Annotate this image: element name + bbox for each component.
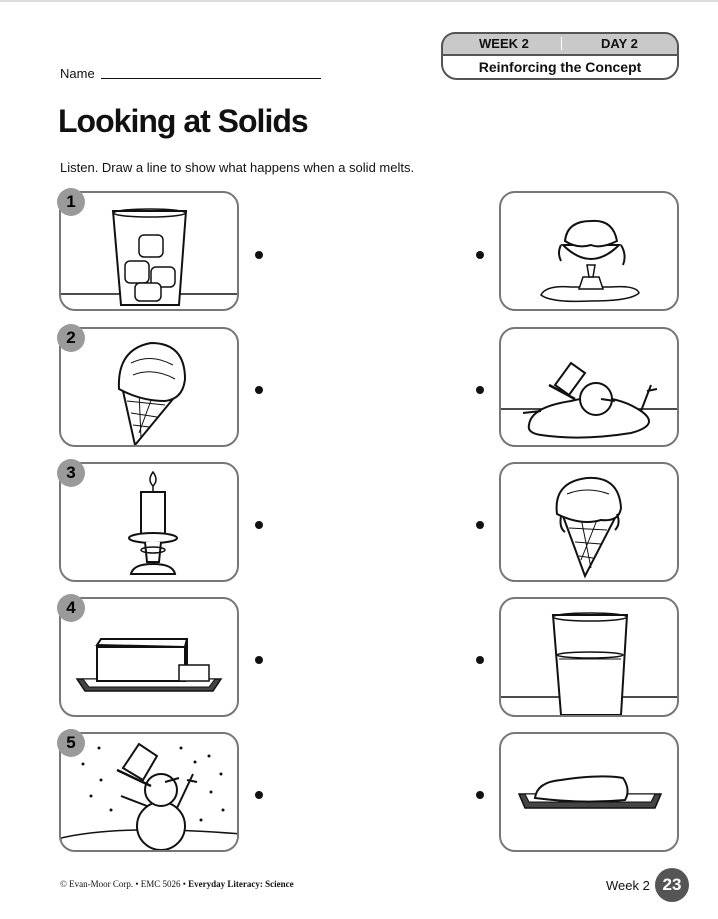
ice-cubes-glass-illustration bbox=[61, 193, 239, 311]
melted-card-4 bbox=[499, 597, 679, 717]
candle-illustration bbox=[61, 464, 239, 582]
solid-card-5 bbox=[59, 732, 239, 852]
left-dot-1[interactable] bbox=[255, 251, 263, 259]
item-number-3: 3 bbox=[57, 459, 85, 487]
melted-card-2 bbox=[499, 327, 679, 447]
melted-card-1 bbox=[499, 191, 679, 311]
solid-card-1 bbox=[59, 191, 239, 311]
top-border bbox=[0, 0, 718, 2]
name-label: Name bbox=[60, 66, 95, 81]
tab-top bbox=[441, 32, 679, 56]
melted-card-5 bbox=[499, 732, 679, 852]
solid-card-4 bbox=[59, 597, 239, 717]
name-field-line[interactable] bbox=[101, 78, 321, 79]
week-label: WEEK 2 bbox=[479, 36, 529, 51]
tab-divider bbox=[561, 37, 562, 50]
ice-cream-cone-illustration bbox=[61, 329, 239, 447]
right-dot-4[interactable] bbox=[476, 656, 484, 664]
item-number-5: 5 bbox=[57, 729, 85, 757]
solid-card-3 bbox=[59, 462, 239, 582]
page-title: Looking at Solids bbox=[58, 103, 308, 139]
footer-week: Week 2 bbox=[606, 878, 650, 893]
right-dot-1[interactable] bbox=[476, 251, 484, 259]
left-dot-3[interactable] bbox=[255, 521, 263, 529]
left-dot-4[interactable] bbox=[255, 656, 263, 664]
day-label: DAY 2 bbox=[601, 36, 638, 51]
right-dot-3[interactable] bbox=[476, 521, 484, 529]
glass-of-water-illustration bbox=[501, 599, 679, 717]
left-dot-5[interactable] bbox=[255, 791, 263, 799]
item-number-4: 4 bbox=[57, 594, 85, 622]
footer-publisher bbox=[60, 879, 294, 889]
book-title: Everyday Literacy: Science bbox=[188, 879, 294, 889]
melted-card-3 bbox=[499, 462, 679, 582]
melted-ice-cream-dish-illustration bbox=[501, 193, 679, 311]
melted-snowman-illustration bbox=[501, 329, 679, 447]
publisher-text: © Evan-Moor Corp. • EMC 5026 • bbox=[60, 879, 189, 889]
right-dot-2[interactable] bbox=[476, 386, 484, 394]
item-number-1: 1 bbox=[57, 188, 85, 216]
item-number-2: 2 bbox=[57, 324, 85, 352]
snowman-illustration bbox=[61, 734, 239, 852]
lesson-subtitle: Reinforcing the Concept bbox=[478, 59, 642, 75]
left-dot-2[interactable] bbox=[255, 386, 263, 394]
solid-card-2 bbox=[59, 327, 239, 447]
week-day-tab bbox=[441, 32, 679, 80]
page-number: 23 bbox=[655, 868, 689, 902]
melted-butter-tray-illustration bbox=[501, 734, 679, 852]
instructions: Listen. Draw a line to show what happens when a solid melts. bbox=[60, 160, 415, 175]
melting-ice-cream-cone-illustration bbox=[501, 464, 679, 582]
right-dot-5[interactable] bbox=[476, 791, 484, 799]
butter-stick-illustration bbox=[61, 599, 239, 717]
